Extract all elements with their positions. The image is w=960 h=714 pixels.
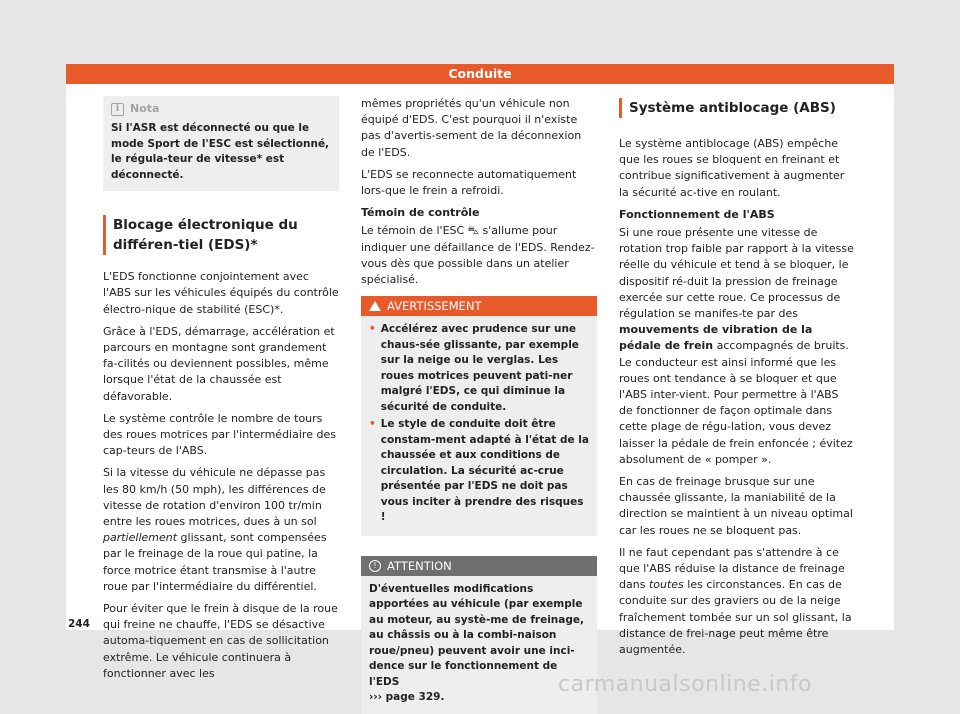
column-1 [103,96,339,688]
warning-item [369,322,589,415]
warning-item-text: Le style de conduite doit être constam-ment adapté à l'état de la chaussée et aux conditions de circulation. La sécurité ac-crue présentée par l'EDS ne doit pas vous inciter à prendre des risques ! [380,418,589,524]
site-watermark: carmanualsonline.info [558,672,812,697]
info-icon: i [111,103,124,116]
attention-circle-icon: ! [369,560,381,572]
eds-paragraph [103,465,339,595]
abs-paragraph [619,225,855,468]
bold-text: mouvements de vibration de la pédale de frein [619,323,813,353]
eds-paragraph: L'EDS se reconnecte automatiquement lors-que le frein a refroidi. [361,167,577,198]
column-3 [619,96,855,664]
eds-paragraph: Le témoin de l'ESC ⛍ s'allume pour indiquer une défaillance de l'EDS. Rendez-vous dès que possible dans un atelier spécialisé. [361,224,595,287]
warning-label: AVERTISSEMENT [387,299,482,314]
emphasis-text: partiellement [103,531,178,545]
eds-paragraph: mêmes propriétés qu'un véhicule non équipé d'EDS. C'est pourquoi il n'existe pas d'avertis-sement de la déconnexion de l'EDS. [361,97,582,159]
warning-body [361,316,597,536]
emphasis-text: toutes [648,578,684,592]
warning-item [369,417,589,526]
chapter-header: Conduite [66,64,894,84]
abs-paragraph [619,545,855,658]
page-reference-link[interactable]: ››› page 329. [369,691,445,704]
warning-triangle-icon [369,301,381,311]
text-run: les circonstances. En cas de conduite sur des graviers ou de la neige fraîchement tombée sur un sol glissant, la distance de frei-nage peut même être augmentée. [619,578,852,657]
abs-paragraph: En cas de freinage brusque sur une chaussée glissante, la maniabilité de la direction se maintient à un niveau optimal car les roues ne se bloquent pas. [619,475,853,537]
warning-header [361,296,597,316]
abs-paragraph: Le système antiblocage (ABS) empêche que les roues se bloquent en freinant et contribue significativement à augmenter la sécurité ac-tive en roulant. [619,137,845,199]
abs-function-subheading: Fonctionnement de l'ABS [619,207,775,221]
control-light-subheading: Témoin de contrôle [361,206,480,220]
note-header [111,101,331,117]
note-text: Si l'ASR est déconnecté ou que le mode Sport de l'ESC est sélectionné, le régula-teur de vitesse* est déconnecté. [111,122,330,181]
page-number: 244 [68,618,90,630]
warning-item-text: Accélérez avec prudence sur une chaus-sée glissante, par exemple sur la neige ou le verglas. Les roues motrices peuvent pati-ner malgré l'EDS, ce qui diminue la sécurité de conduite. [380,323,579,413]
bullet-icon: • [369,418,376,431]
note-label: Nota [130,102,160,115]
eds-paragraph: L'EDS fonctionne conjointement avec l'ABS sur les véhicules équipés du contrôle électro-nique de stabilité (ESC)*. [103,270,339,316]
text-run: Si la vitesse du véhicule ne dépasse pas les 80 km/h (50 mph), les différences de vitesse de rotation d'environ 100 tr/min entre les roues motrices, dues à un sol [103,466,326,529]
abs-heading: Système antiblocage (ABS) [619,98,855,118]
note-box [103,96,339,191]
eds-paragraph: Grâce à l'EDS, démarrage, accélération et parcours en montagne sont grandement fa-cilités ou deviennent possibles, même lorsque l'état de la chaussée est défavorable. [103,324,335,403]
attention-label: ATTENTION [387,558,452,573]
attention-text: D'éventuelles modifications apportées au véhicule (par exemple au moteur, au systè-me de freinage, au châssis ou à la combi-naison roue/pneu) peuvent avoir une inci-dence sur le fonctionnement de l'EDS [369,582,584,688]
warning-box [361,296,597,536]
text-run: Il ne faut cependant pas s'attendre à ce que l'ABS réduise la distance de freinage dans [619,545,845,592]
eds-paragraph: Le système contrôle le nombre de tours des roues motrices par l'intermédiaire des cap-teurs de l'ABS. [103,411,336,458]
text-run: accompagnés de bruits. Le conducteur est ainsi informé que les roues ont tendance à se bloquer et que l'ABS inter-vient. Pour permettre à l'ABS de fonctionner de façon optimale dans cette plage de régu-lation, vous devez laisser la pédale de frein enfoncée ; évitez absolument de « pomper ». [619,339,853,466]
eds-heading: Blocage électronique du différen-tiel (EDS)* [103,215,339,255]
column-2 [361,96,597,714]
bullet-icon: • [369,323,376,336]
text-run: glissant, sont compensées par le freinage de la roue qui patine, la force motrice étant transmise à l'autre roue par l'intermédiaire du différentiel. [103,531,327,593]
attention-header [361,556,597,576]
eds-paragraph: Pour éviter que le frein à disque de la roue qui freine ne chauffe, l'EDS se désactive automa-tiquement en cas de sollicitation extrême. Le véhicule continuera à fonctionner avec les [103,602,338,680]
text-run: Si une roue présente une vitesse de rotation trop faible par rapport à la vitesse réelle du véhicule et tend à se bloquer, le dispositif ré-duit la pression de freinage exercée sur cette roue. Ce processus de régulation se manifes-te par des [619,226,854,321]
